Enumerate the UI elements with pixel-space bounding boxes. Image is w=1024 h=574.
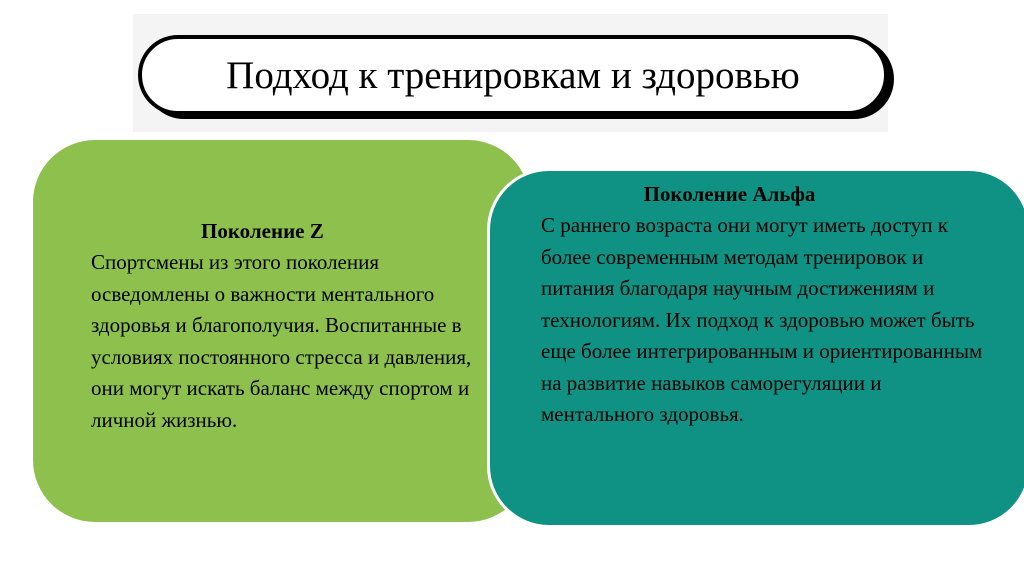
generation-z-heading: Поколение Z xyxy=(201,219,324,243)
title-frame xyxy=(138,35,888,115)
slide-title: Подход к тренировкам и здоровью xyxy=(226,53,800,97)
generation-z-card xyxy=(33,140,530,522)
generation-alpha-text: С раннего возраста они могут иметь доступ к более современным методам тренировок и питания благодаря научным достижениям и технологиям. Их подход к здоровью может быть еще более интегрированным и ориентированным на развитие навыков саморегуляции и ментального здоровья. xyxy=(541,213,983,426)
generation-alpha-card xyxy=(487,168,1024,528)
generation-z-text: Спортсмены из этого поколения осведомлены о важности ментального здоровья и благополучия. Воспитанные в условиях постоянного стресса и давления, они могут искать баланс между спортом и личной жизнью. xyxy=(91,250,472,432)
generation-alpha-heading: Поколение Альфа xyxy=(643,182,816,206)
